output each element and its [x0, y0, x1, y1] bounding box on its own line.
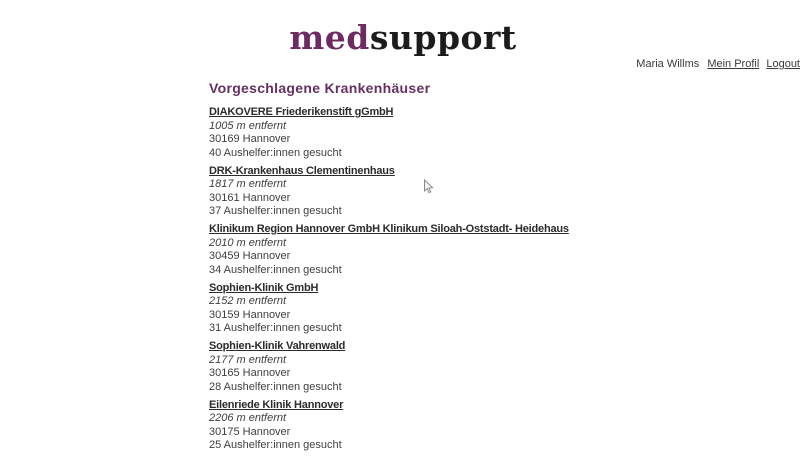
hospital-name-link[interactable]: DRK-Krankenhaus Clementinenhaus: [209, 164, 395, 177]
hospital-name-link[interactable]: Sophien-Klinik Vahrenwald: [209, 340, 346, 352]
hospital-item: [209, 399, 597, 453]
hospital-city: 30159 Hannover: [209, 308, 291, 321]
user-name: Maria Willms: [636, 58, 700, 70]
hospital-list: [209, 106, 597, 453]
hospital-name-link[interactable]: Sophien-Klinik GmbH: [209, 281, 319, 294]
hospital-item: [209, 165, 597, 219]
hospital-name-link[interactable]: Klinikum Region Hannover GmbH Klinikum Siloah-Oststadt- Heidehaus: [209, 223, 569, 235]
hospital-city: 30165 Hannover: [209, 367, 291, 379]
hospital-helpers: 28 Aushelfer:innen gesucht: [209, 380, 342, 393]
site-header: [0, 18, 806, 70]
hospital-distance: 2152 m entfernt: [209, 295, 287, 307]
hospital-city: 30459 Hannover: [209, 250, 291, 262]
main-content: [209, 80, 597, 453]
hospital-item: [209, 340, 597, 394]
hospital-helpers: 31 Aushelfer:innen gesucht: [209, 322, 342, 334]
hospital-helpers: 40 Aushelfer:innen gesucht: [209, 146, 342, 159]
hospital-item: [209, 223, 597, 277]
logout-link[interactable]: Logout: [766, 58, 800, 70]
logo: [0, 20, 806, 56]
logo-support: support: [369, 18, 517, 57]
profile-link[interactable]: Mein Profil: [707, 58, 760, 70]
hospital-item: [209, 106, 597, 160]
page-title: Vorgeschlagene Krankenhäuser: [209, 80, 431, 96]
hospital-distance: 1817 m entfernt: [209, 178, 287, 190]
hospital-city: 30175 Hannover: [209, 425, 291, 438]
hospital-city: 30169 Hannover: [209, 133, 291, 145]
hospital-name-link[interactable]: Eilenriede Klinik Hannover: [209, 398, 344, 411]
hospital-name-link[interactable]: DIAKOVERE Friederikenstift gGmbH: [209, 106, 394, 118]
hospital-distance: 2177 m entfernt: [209, 353, 287, 366]
user-nav: [636, 58, 800, 70]
hospital-distance: 2010 m entfernt: [209, 236, 287, 249]
hospital-city: 30161 Hannover: [209, 191, 291, 204]
hospital-distance: 1005 m entfernt: [209, 119, 287, 132]
hospital-item: [209, 282, 597, 336]
logo-med: med: [289, 18, 370, 57]
hospital-helpers: 34 Aushelfer:innen gesucht: [209, 263, 342, 276]
hospital-distance: 2206 m entfernt: [209, 412, 287, 424]
hospital-helpers: 37 Aushelfer:innen gesucht: [209, 205, 342, 217]
hospital-helpers: 25 Aushelfer:innen gesucht: [209, 439, 342, 451]
